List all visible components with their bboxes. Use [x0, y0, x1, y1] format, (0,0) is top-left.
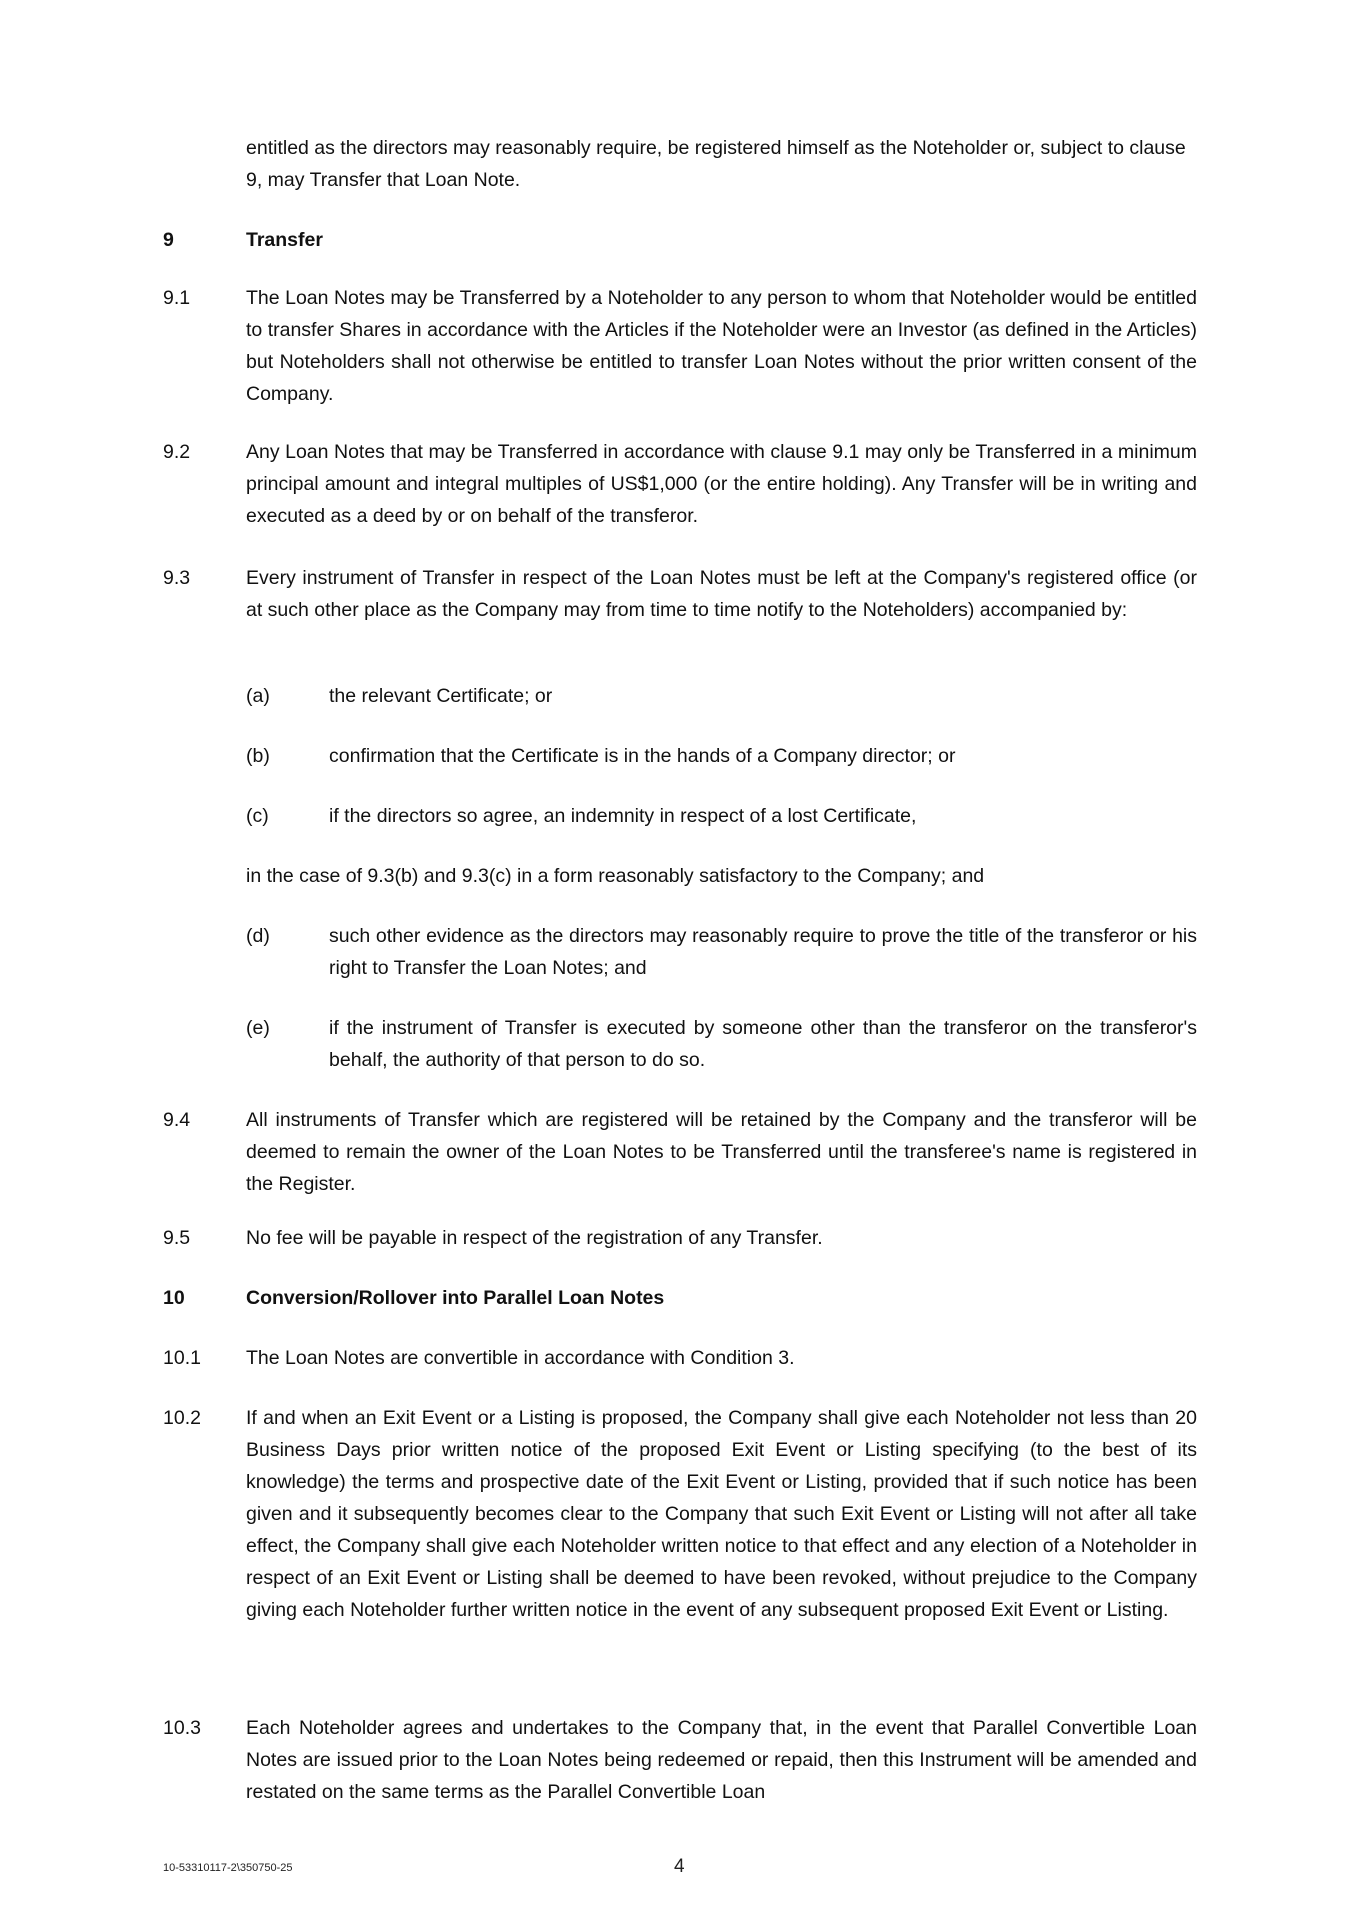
section-heading-10: [163, 1282, 1197, 1314]
section-number: 9: [163, 229, 174, 251]
subclause-text: if the instrument of Transfer is executed by someone other than the transferor on the transferor's behalf, the authority of that person to do so.: [329, 1017, 1197, 1071]
section-title: Transfer: [246, 229, 323, 251]
clause-number: 10.1: [163, 1347, 201, 1369]
clause-text: The Loan Notes may be Transferred by a Noteholder to any person to whom that Noteholder would be entitled to transfer Shares in accordance with the Articles if the Noteholder were an Investor (as defined in the Articles) but Noteholders shall not otherwise be entitled to transfer Loan Notes without the prior written consent of the Company.: [246, 287, 1197, 405]
clause-10-2: [163, 1402, 1197, 1626]
section-number: 10: [163, 1287, 185, 1309]
subclause-c: [246, 800, 1197, 832]
clause-text: All instruments of Transfer which are registered will be retained by the Company and the transferor will be deemed to remain the owner of the Loan Notes to be Transferred until the transferee's name is registered in the Register.: [246, 1109, 1197, 1195]
subclause-e: [246, 1012, 1197, 1076]
subclause-text: confirmation that the Certificate is in the hands of a Company director; or: [329, 745, 956, 767]
clause-9-3: [163, 562, 1197, 626]
clause-number: 9.2: [163, 441, 191, 463]
subclause-d: [246, 920, 1197, 984]
clause-10-1: [163, 1342, 1197, 1374]
subclause-label: (d): [246, 925, 270, 947]
clause-text: Any Loan Notes that may be Transferred in accordance with clause 9.1 may only be Transferred in a minimum principal amount and integral multiples of US$1,000 (or the entire holding). Any Transfer will be in writing and executed as a deed by or on behalf of the transferor.: [246, 441, 1197, 527]
clause-9-3-continuation: in the case of 9.3(b) and 9.3(c) in a form reasonably satisfactory to the Company; and: [246, 865, 985, 887]
subclause-a: [246, 680, 1197, 712]
continuation-paragraph: entitled as the directors may reasonably require, be registered himself as the Noteholder or, subject to clause 9, may Transfer that Loan Note.: [246, 137, 1186, 191]
clause-9-2: [163, 436, 1197, 532]
clause-text: Each Noteholder agrees and undertakes to the Company that, in the event that Parallel Convertible Loan Notes are issued prior to the Loan Notes being redeemed or repaid, then this Instrument will be amended and restated on the same terms as the Parallel Convertible Loan: [246, 1717, 1197, 1803]
subclause-label: (c): [246, 805, 269, 827]
clause-text: Every instrument of Transfer in respect of the Loan Notes must be left at the Company's registered office (or at such other place as the Company may from time to time notify to the Noteholders) accompanied by:: [246, 567, 1197, 621]
clause-number: 9.1: [163, 287, 191, 309]
clause-text: The Loan Notes are convertible in accordance with Condition 3.: [246, 1347, 795, 1369]
clause-text: No fee will be payable in respect of the registration of any Transfer.: [246, 1227, 823, 1249]
subclause-text: if the directors so agree, an indemnity in respect of a lost Certificate,: [329, 805, 917, 827]
subclause-label: (a): [246, 685, 270, 707]
subclause-label: (e): [246, 1017, 270, 1039]
subclause-text: the relevant Certificate; or: [329, 685, 553, 707]
section-heading-9: [163, 224, 1197, 256]
subclause-text: such other evidence as the directors may reasonably require to prove the title of the transferor or his right to Transfer the Loan Notes; and: [329, 925, 1197, 979]
page-number: 4: [674, 1856, 685, 1877]
clause-9-1: [163, 282, 1197, 410]
clause-text: If and when an Exit Event or a Listing is proposed, the Company shall give each Noteholder not less than 20 Business Days prior written notice of the proposed Exit Event or Listing specifying (to the best of its knowledge) the terms and prospective date of the Exit Event or Listing, provided that if such notice has been given and it subsequently becomes clear to the Company that such Exit Event or Listing will not after all take effect, the Company shall give each Noteholder written notice to that effect and any election of a Noteholder in respect of an Exit Event or Listing shall be deemed to have been revoked, without prejudice to the Company giving each Noteholder further written notice in the event of any subsequent proposed Exit Event or Listing.: [246, 1407, 1197, 1621]
section-title: Conversion/Rollover into Parallel Loan Notes: [246, 1287, 665, 1309]
clause-10-3: [163, 1712, 1197, 1808]
clause-9-4: [163, 1104, 1197, 1200]
clause-number: 10.3: [163, 1717, 201, 1739]
subclause-label: (b): [246, 745, 270, 767]
document-reference: 10-53310117-2\350750-25: [163, 1862, 293, 1874]
clause-number: 9.3: [163, 567, 191, 589]
clause-9-5: [163, 1222, 1197, 1254]
clause-number: 9.5: [163, 1227, 191, 1249]
subclause-b: [246, 740, 1197, 772]
clause-number: 10.2: [163, 1407, 201, 1429]
clause-number: 9.4: [163, 1109, 191, 1131]
